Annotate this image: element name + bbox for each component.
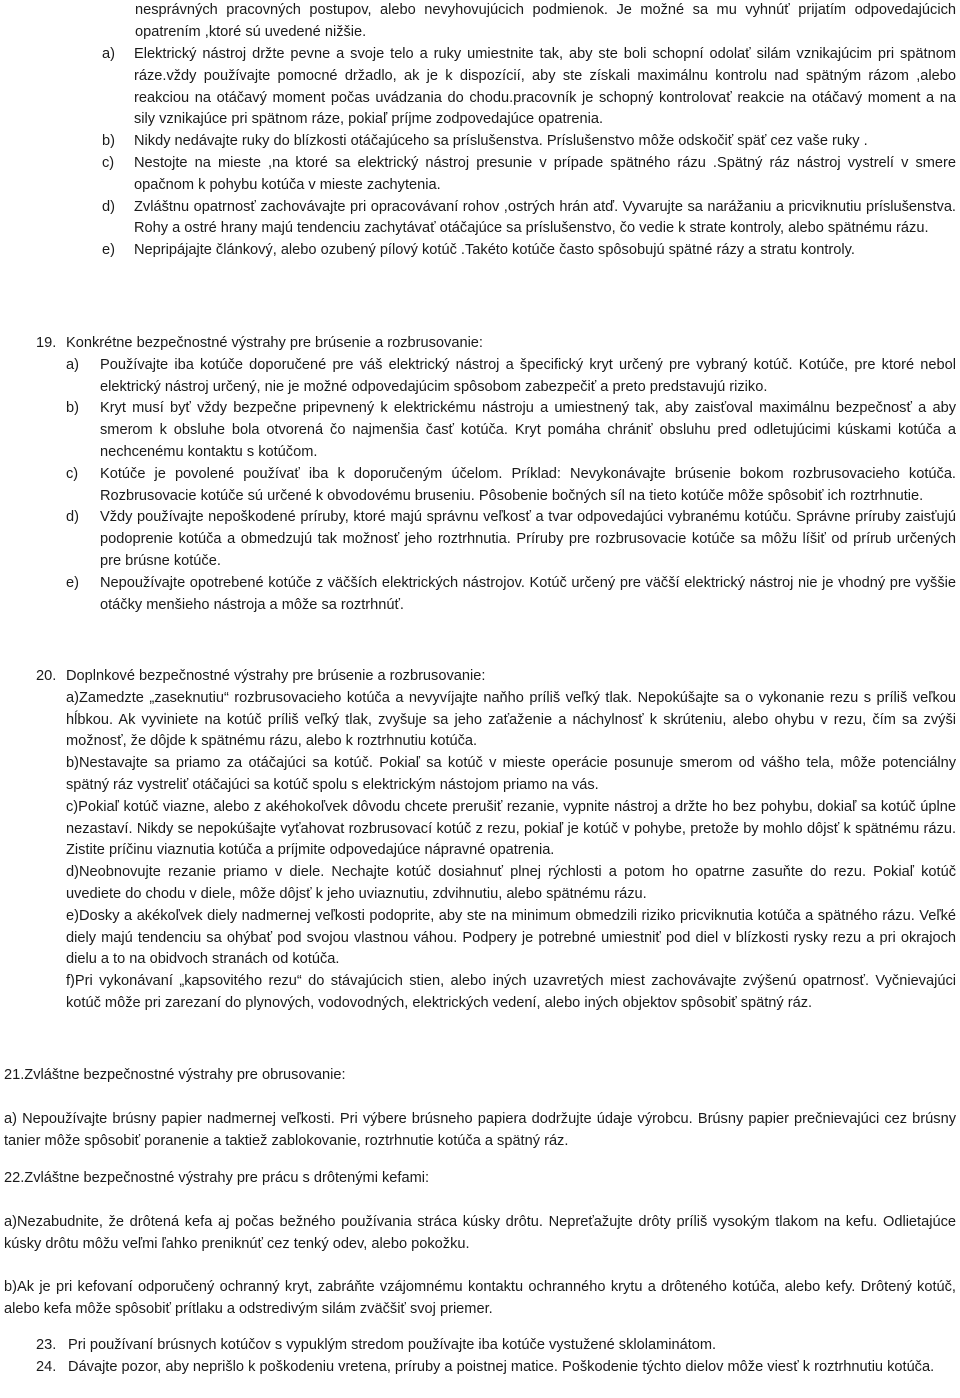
item-label: e) xyxy=(66,574,79,591)
section-title: 21.Zvláštne bezpečnostné výstrahy pre obrusovanie: xyxy=(4,1067,346,1083)
list-item xyxy=(102,131,956,153)
item-text: Nikdy nedávajte ruky do blízkosti otáčajúceho sa príslušenstva. Príslušenstvo môže odskočiť späť cez vaše ruky . xyxy=(134,133,868,150)
item-label: a) xyxy=(102,46,115,62)
item-label: d) xyxy=(102,198,115,215)
section-number: 20. xyxy=(36,668,57,684)
item-text: Dávajte pozor, aby neprišlo k poškodeniu vretena, príruby a poistnej matice. Poškodenie týchto dielov môže viesť k roztrhnutiu kotúča. xyxy=(68,1358,935,1375)
list-item: a)Zamedzte „zaseknutiu“ rozbrusovacieho kotúča a nevyvíjajte naňho príliš veľký tlak. Nepokúšajte sa o vykonanie rezu s príliš veľkou hĺbkou. Ak vyviniete na kotúč príliš veľký tlak, zvyšuje sa jeho zaťaženie a náchylnosť k skrúteniu, alebo ohybu v rezu, čím sa zvýši možnosť, že dôjde k spätnému rázu, alebo k roztrhnutiu kotúča. xyxy=(66,689,956,750)
item-label: b) xyxy=(102,133,115,150)
list-item xyxy=(66,573,956,617)
item-text: Pri používaní brúsnych kotúčov s vypuklým stredom používajte iba kotúče vystužené sklolaminátom. xyxy=(68,1337,717,1353)
s20-list xyxy=(66,688,956,1015)
section-title: Doplnkové bezpečnostné výstrahy pre brúsenie a rozbrusovanie: xyxy=(66,668,486,684)
item-label: 24. xyxy=(36,1358,57,1375)
s21-section xyxy=(4,1065,956,1152)
tail-list xyxy=(36,1335,956,1379)
section-heading xyxy=(36,666,956,688)
item-label: 23. xyxy=(36,1337,57,1353)
list-item: b)Nestavajte sa priamo za otáčajúci sa kotúč. Pokiaľ sa kotúč v mieste operácie posunuje smerom od vášho tela, môže potenciálny spätný ráz vystreliť otáčajúci sa kotúč spolu s elektrickým nástojom priamo na vás. xyxy=(66,755,956,793)
item-text: Kotúče je povolené používať iba k doporučeným účelom. Príklad: Nevykonávajte brúsenie bokom rozbrusovacieho kotúča. Rozbrusovacie kotúče sú určené k obvodovému bruseniu. Pôsobenie bočných síl na tieto kotúče môže spôsobiť ich roztrhnutie. xyxy=(100,465,956,504)
list-item: c)Pokiaľ kotúč viazne, alebo z akéhokoľvek dôvodu chcete prerušiť rezanie, vypnite nástroj a držte ho bez pohybu, dokiaľ sa kotúč úplne nezastaví. Nikdy se nepokúšajte vyťahovat rozbrusovací kotúč z rezu, pokiaľ je kotúč v pohybe, pretože by mohlo dôjsť k spätnému rázu. Zistite príčinu viaznutia kotúča a príjmite odpovedajúce nápravné opatrenia. xyxy=(66,798,956,859)
list-item xyxy=(102,153,956,197)
list-item xyxy=(66,355,956,399)
list-item xyxy=(36,1357,956,1379)
list-item xyxy=(66,507,956,572)
item-label: d) xyxy=(66,509,79,526)
item-text: Nepripájajte článkový, alebo ozubený pílový kotúč .Takéto kotúče často spôsobujú spätné rázy a stratu kontroly. xyxy=(134,242,855,259)
list-item xyxy=(66,398,956,463)
s19-section xyxy=(36,333,956,616)
item-label: c) xyxy=(102,154,115,171)
paragraph: b)Ak je pri kefovaní odporučený ochranný kryt, zabráňte vzájomnému kontaktu ochranného krytu a drôteného kotúča, alebo kefy. Drôtený kotúč, alebo kefa môže spôsobiť prítlaku a odstredivým silám zväčšiť svoj priemer. xyxy=(4,1279,956,1318)
item-text: Nestojte na mieste ,na ktoré sa elektrický nástroj presunie v prípade spätného rázu .Spätný ráz nástroj vystrelí v smere opačnom k pohybu kotúča v mieste zachytenia. xyxy=(134,154,956,193)
item-text: Používajte iba kotúče doporučené pre váš elektrický nástroj a špecifický kryt určený pre vybraný kotúč. Kotúče, pre ktoré nebol elektrický nástroj určený, nie je možné odpovedajúcim spôsobom zabezpečiť a preto predstavujú riziko. xyxy=(100,356,956,395)
list-item xyxy=(36,1335,956,1357)
list-item: e)Dosky a akékoľvek diely nadmernej veľkosti podoprite, aby ste na minimum obmedzili riziko pricviknutia kotúča a spätného rázu. Veľké diely majú tendenciu sa ohýbať pod svojou vlastnou váhou. Podpery je potrebné umiestniť pod diel v blízkosti rysky rezu a pri okrajoch dielu a to na obidvoch stranách od kotúča. xyxy=(66,907,956,968)
list-item: f)Pri vykonávaní „kapsovitého rezu“ do stávajúcich stien, alebo iných uzavretých miest zachovávajte zvýšenú opatrnosť. Vyčnievajúci kotúč môže pri zarezaní do plynových, vodovodných, elektrických vedení, alebo iných objektov spôsobiť spätný ráz. xyxy=(66,973,956,1011)
item-text: Vždy používajte nepoškodené príruby, ktoré majú správnu veľkosť a tvar odpovedajúci vybranému kotúču. Správne príruby zaisťujú podoprenie kotúča a obmedzujú tak možnosť jeho roztrhnutia. Príruby pre rozbrusovacie kotúče sa môžu líšiť od prírub určených pre brúsne kotúče. xyxy=(100,509,956,569)
paragraph: a) Nepoužívajte brúsny papier nadmernej veľkosti. Pri výbere brúsneho papiera dodržujte údaje výrobcu. Brúsny papier prečnievajúci cez brúsny tanier môže spôsobiť poranenie a taktiež zablokovanie, roztrhnutie kotúča a spätný ráz. xyxy=(4,1110,956,1149)
list-item xyxy=(102,44,956,131)
list-item xyxy=(66,464,956,508)
item-label: b) xyxy=(66,400,79,417)
list-item: d)Neobnovujte rezanie priamo v diele. Nechajte kotúč dosiahnuť plnej rýchlosti a potom ho opatrne zasuňte do rezu. Pokiaľ kotúč uvediete do chodu v diele, môže dôjsť k jeho uviaznutiu, zdvihnutiu, alebo spätnému rázu. xyxy=(66,864,956,902)
item-text: Nepoužívajte opotrebené kotúče z väčších elektrických nástrojov. Kotúč určený pre väčší elektrický nástroj nie je vhodný pre vyššie otáčky menšieho nástroja a môže sa roztrhnúť. xyxy=(100,574,956,613)
s19-list xyxy=(66,355,956,617)
item-text: Elektrický nástroj držte pevne a svoje telo a ruky umiestnite tak, aby ste boli schopní odolať silám vznikajúcim pri spätnom ráze.vždy používajte pomocné držadlo, ak je k dispozícií, aby ste získali maximálnu kontrolu nad spätným rázom ,alebo reakciou na otáčavý moment počas uvádzania do chodu.pracovník je schopný kontrolovať reakcie na otáčavý moment a na sily vznikajúce pri spätnom ráze, pokiaľ príjme zodpovedajúce opatrenia. xyxy=(134,46,956,128)
item-label: c) xyxy=(66,465,79,482)
intro-paragraph xyxy=(135,0,956,44)
section-title: 22.Zvláštne bezpečnostné výstrahy pre prácu s drôtenými kefami: xyxy=(4,1170,430,1186)
section-heading xyxy=(36,333,956,355)
item-text: Kryt musí byť vždy bezpečne pripevnený k elektrickému nástroju a umiestnený tak, aby zaisťoval maximálnu bezpečnosť a aby smerom k obsluhe bola otvorená čo najmenšia časť kotúča. Kryt pomáha chrániť obsluhu pred odletujúcimi kúskami kotúča a nechcenému kontaktu s kotúčom. xyxy=(100,400,956,460)
s22-section xyxy=(4,1168,956,1321)
s20-section xyxy=(36,666,956,1015)
paragraph: a)Nezabudnite, že drôtená kefa aj počas bežného používania stráca kúsky drôtu. Nepreťažujte drôty príliš vysokým tlakom na kefu. Odlietajúce kúsky drôtu môžu veľmi ľahko preniknúť cez tenký odev, alebo pokožku. xyxy=(4,1213,956,1252)
section-title: Konkrétne bezpečnostné výstrahy pre brúsenie a rozbrusovanie: xyxy=(66,335,483,351)
item-text: Zvláštnu opatrnosť zachovávajte pri opracovávaní rohov ,ostrých hrán atď. Vyvarujte sa narážaniu a pricviknutiu príslušenstva. Rohy a ostré hrany majú tendenciu zachytávať otáčajúce sa príslušenstvo, čo vedie k strate kontroly, alebo spätnému rázu. xyxy=(134,198,956,237)
s18-list xyxy=(102,44,956,262)
section-number: 19. xyxy=(36,335,57,351)
list-item xyxy=(102,240,956,262)
item-label: e) xyxy=(102,242,115,259)
list-item xyxy=(102,197,956,241)
intro-text: nesprávných pracovných postupov, alebo nevyhovujúcich podmienok. Je možné sa mu vyhnúť prijatím odpovedajúcich opatrením ,ktoré sú uvedené nižšie. xyxy=(135,2,956,40)
item-label: a) xyxy=(66,356,79,373)
